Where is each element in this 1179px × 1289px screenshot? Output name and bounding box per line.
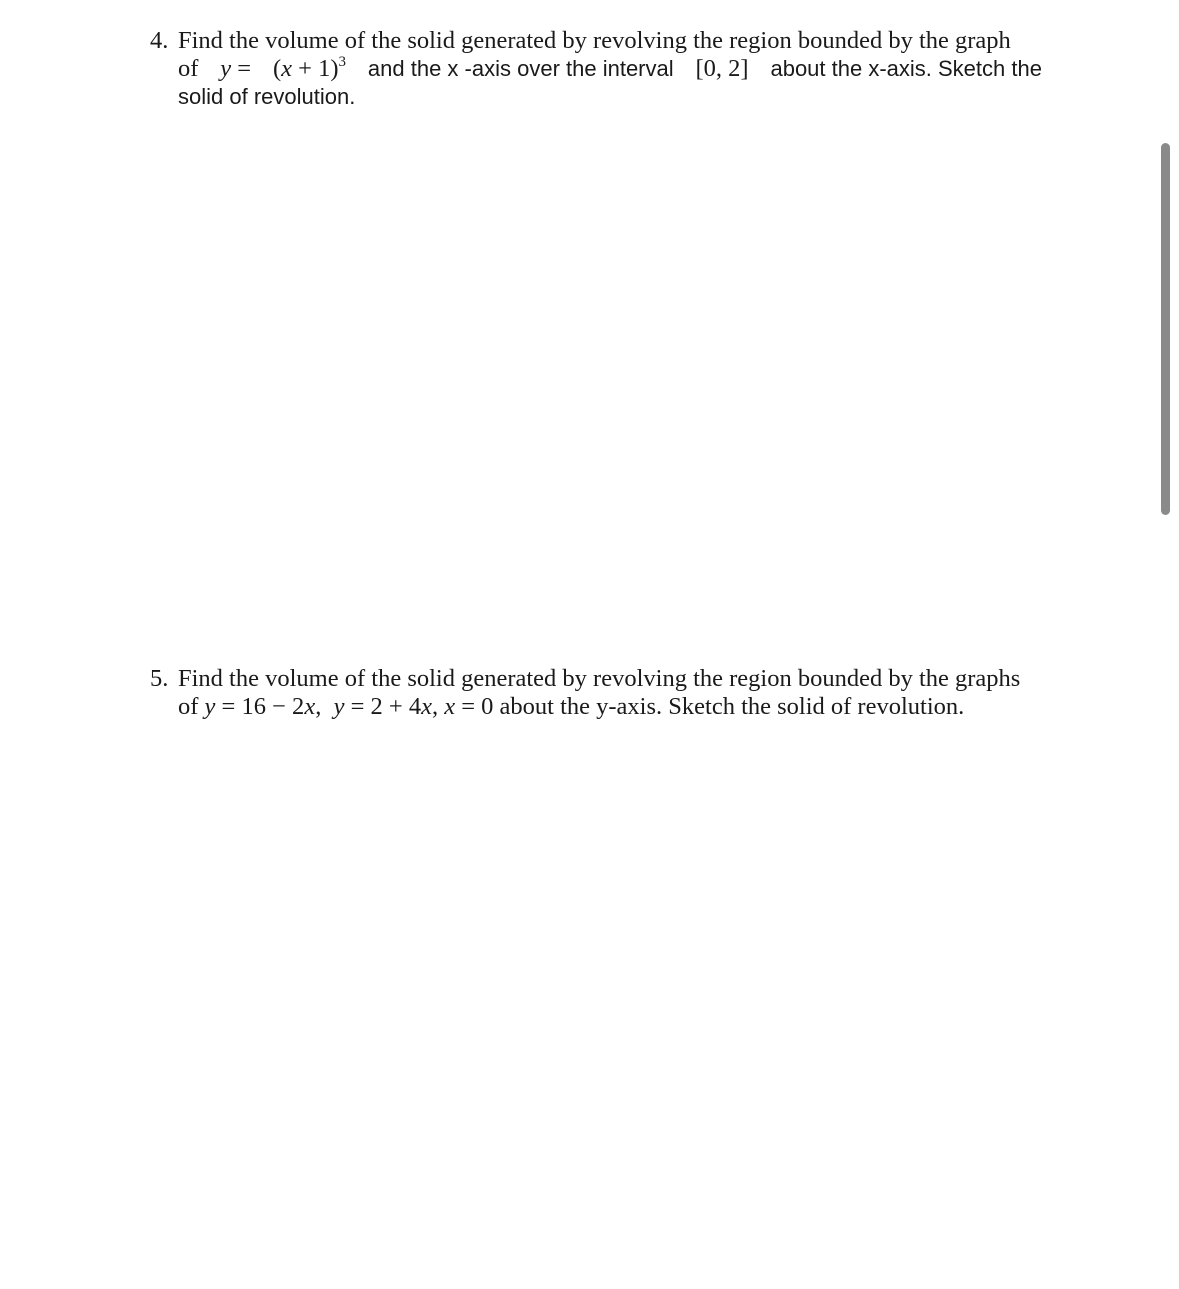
problem-4-text (178, 27, 1042, 111)
problem-5 (150, 665, 1042, 721)
problem-5-of: of (178, 693, 199, 720)
problem-5-text-tail: about the y-axis. Sketch the solid of revolution. (499, 693, 965, 720)
problem-5-eq3-rhs: = 0 (461, 693, 494, 720)
problem-4-expression (273, 55, 346, 83)
problem-4-x-var: x (281, 55, 293, 82)
problem-5-eq1-lhs: y (204, 693, 216, 720)
problem-4-line-3: solid of revolution. (178, 84, 356, 109)
problem-4-line-2 (178, 55, 1042, 83)
problem-4-of: of (178, 55, 199, 82)
problem-5-line-1: Find the volume of the solid generated by revolving the region bounded by the graphs (178, 665, 1021, 692)
problem-4-plus: + (298, 55, 312, 82)
problem-5-sep1: , (315, 693, 322, 720)
problem-5-sep2: , (431, 693, 439, 720)
problem-4-exponent: 3 (338, 54, 347, 70)
vertical-scrollbar[interactable] (1161, 143, 1171, 515)
problem-4-interval: [0, 2] (695, 55, 749, 82)
problem-5-text (178, 665, 1042, 721)
problem-4-equation (220, 55, 251, 83)
problem-5-eq2-lhs: y (333, 693, 345, 720)
problem-4-text-a: and the x -axis over the interval (367, 56, 674, 81)
problem-4-y-var: y (220, 55, 232, 82)
problem-5-eq1-rhs: = 16 − 2 (221, 693, 305, 720)
problem-5-eq1-var: x (304, 693, 316, 720)
problem-4-line-1: Find the volume of the solid generated by revolving the region bounded by the graph (178, 27, 1011, 54)
problem-4 (150, 27, 1042, 111)
problem-5-number: 5. (150, 665, 169, 692)
problem-4-paren: ( (273, 55, 282, 82)
problem-4-one: 1) (318, 55, 339, 82)
problem-5-line-2 (178, 693, 1042, 721)
problem-4-equals: = (237, 55, 252, 82)
problem-5-eq2-rhs: = 2 + 4 (350, 693, 422, 720)
problem-5-eq3-lhs: x (444, 693, 456, 720)
problem-4-number: 4. (150, 27, 169, 54)
scrollbar-thumb[interactable] (1161, 143, 1170, 515)
problem-5-eq2-var: x (421, 693, 432, 720)
problem-4-text-b: about the x-axis. Sketch the (770, 56, 1042, 81)
